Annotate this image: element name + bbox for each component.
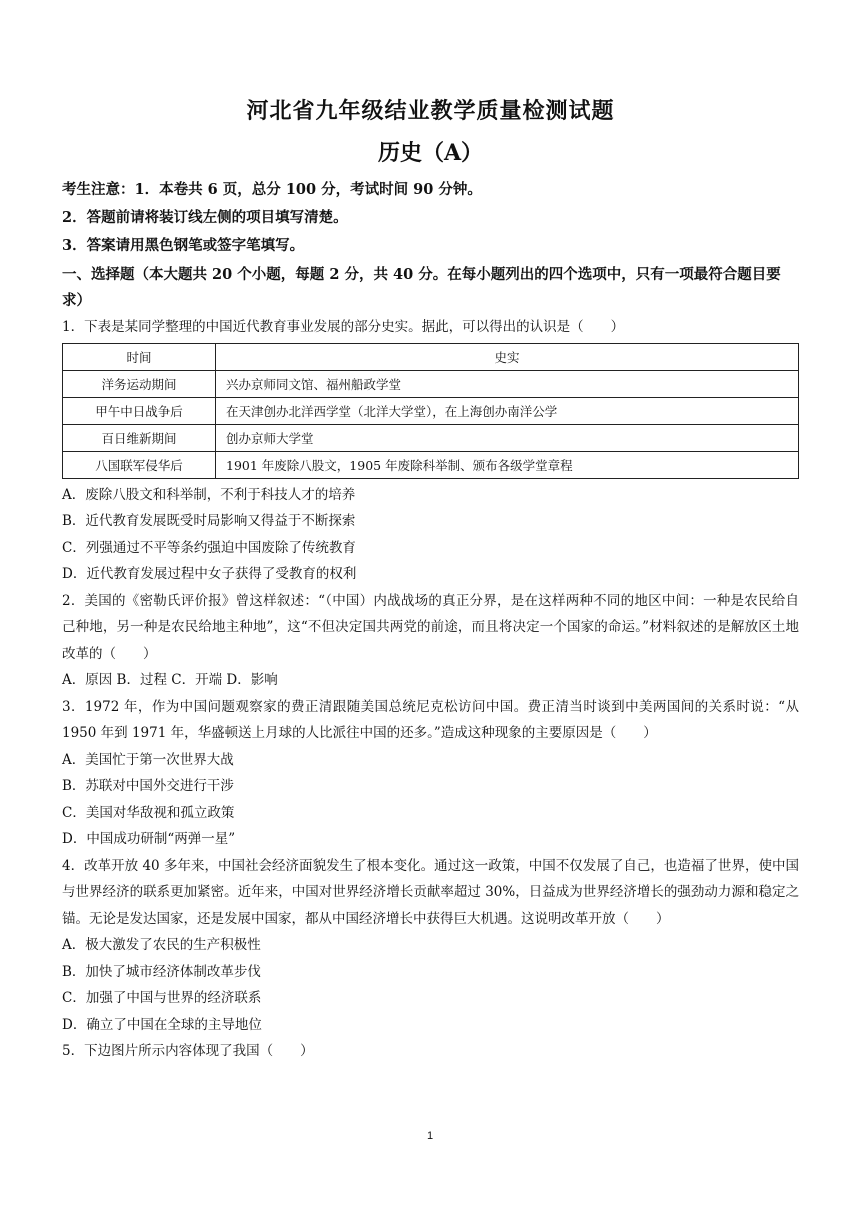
exam-subtitle: 历史（A） [377, 140, 484, 166]
question-4-stem: 4．改革开放 40 多年来，中国社会经济面貌发生了根本变化。通过这一政策，中国不仅发展了自己，也造福了世界，使中国与世界经济的联系更加紧密。近年来，中国对世界经济增长贡献率超过 30%，日益成为世界经济增长的强劲动力源和稳定之锚。无论是发达国家，还是发展中国家，都从中国经济增长中获得巨大机遇。这说明改革开放（ ） [62, 857, 799, 927]
section-heading-choice: 一、选择题（本大题共 20 个小题，每题 2 分，共 40 分。在每小题列出的四个选项中，只有一项最符合题目要求） [62, 266, 781, 309]
question-1-option-d: D．近代教育发展过程中女子获得了受教育的权利 [62, 566, 357, 582]
table-header-row [63, 343, 799, 370]
question-2-options: A．原因 B．过程 C．开端 D．影响 [62, 672, 278, 688]
history-facts-table [62, 343, 799, 479]
question-4-option-b: B．加快了城市经济体制改革步伐 [62, 963, 261, 980]
question-2-stem: 2．美国的《密勒氏评价报》曾这样叙述：“（中国）内战战场的真正分界，是在这样两种不同的地区中间：一种是农民给自己种地，另一种是农民给地主种地”，这“不但决定国共两党的前途，而且将决定一个国家的命运。”材料叙述的是解放区土地改革的（ ） [62, 592, 799, 662]
question-1-option-a: A．废除八股文和科举制，不利于科技人才的培养 [62, 486, 356, 503]
question-3-stem: 3．1972 年，作为中国问题观察家的费正清跟随美国总统尼克松访问中国。费正清当时谈到中美两国间的关系时说：“从 1950 年到 1971 年，华盛顿送上月球的人比派往中国的还多。”造成这种现象的主要原因是（ ） [62, 698, 799, 741]
question-1-option-c: C．列强通过不平等条约强迫中国废除了传统教育 [62, 539, 356, 556]
notice-line-3: 3．答案请用黑色钢笔或签字笔填写。 [62, 237, 305, 254]
question-3-option-b: B．苏联对中国外交进行干涉 [62, 778, 234, 794]
question-1-option-b: B．近代教育发展既受时局影响又得益于不断探索 [62, 513, 356, 529]
table-cell-period: 八国联军侵华后 [63, 451, 216, 478]
question-3-option-a: A．美国忙于第一次世界大战 [62, 751, 234, 768]
question-4-option-c: C．加强了中国与世界的经济联系 [62, 990, 262, 1006]
page-number: 1 [426, 1130, 434, 1142]
question-3-option-c: C．美国对华敌视和孤立政策 [62, 804, 235, 821]
table-row [63, 370, 799, 397]
notice-line-2: 2．答题前请将装订线左侧的项目填写清楚。 [62, 209, 348, 226]
exam-title: 河北省九年级结业教学质量检测试题 [246, 98, 615, 124]
table-row [63, 424, 799, 451]
question-4-option-a: A．极大激发了农民的生产积极性 [62, 937, 261, 953]
table-row [63, 451, 799, 478]
table-cell-period: 百日维新期间 [63, 424, 216, 451]
exam-page [62, 96, 799, 1065]
table-header-time: 时间 [63, 343, 216, 370]
notice-line-1: 考生注意：1．本卷共 6 页，总分 100 分，考试时间 90 分钟。 [62, 181, 482, 198]
table-row [63, 397, 799, 424]
question-3-option-d: D．中国成功研制“两弹一星” [62, 831, 236, 847]
table-cell-fact: 1901 年废除八股文，1905 年废除科举制、颁布各级学堂章程 [216, 451, 799, 478]
table-cell-period: 洋务运动期间 [63, 370, 216, 397]
table-header-facts: 史实 [216, 343, 799, 370]
table-cell-fact: 兴办京师同文馆、福州船政学堂 [216, 370, 799, 397]
question-4-option-d: D．确立了中国在全球的主导地位 [62, 1016, 262, 1033]
question-5-stem: 5．下边图片所示内容体现了我国（ ） [62, 1043, 314, 1059]
table-cell-fact: 在天津创办北洋西学堂（北洋大学堂），在上海创办南洋公学 [216, 397, 799, 424]
table-cell-fact: 创办京师大学堂 [216, 424, 799, 451]
question-1-stem: 1．下表是某同学整理的中国近代教育事业发展的部分史实。据此，可以得出的认识是（ ） [62, 319, 625, 335]
table-cell-period: 甲午中日战争后 [63, 397, 216, 424]
